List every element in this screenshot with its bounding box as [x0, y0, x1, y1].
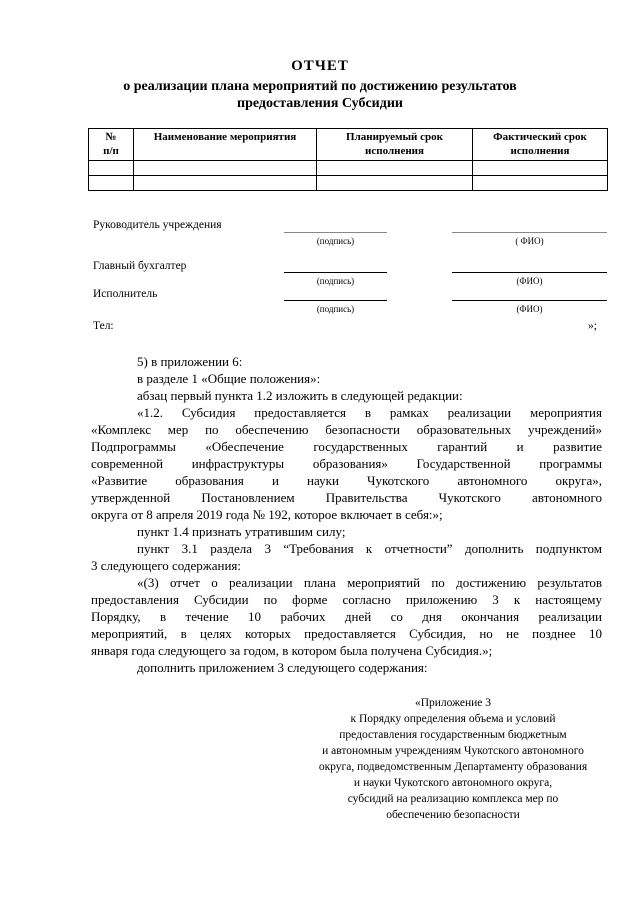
body-line: утвержденной Постановлением Правительства Чукотского автономного: [91, 490, 602, 505]
body-line: Порядку, в течение 10 рабочих дней со дня окончания реализации: [91, 609, 602, 624]
appendix-line: «Приложение 3: [414, 697, 492, 709]
phone-line-end: »;: [588, 320, 597, 332]
head-signature-caption: (подпись): [316, 236, 355, 246]
body-line: «1.2. Субсидия предоставляется в рамках реализации мероприятия: [137, 405, 602, 420]
appendix-line: и науки Чукотского автономного округа,: [353, 777, 553, 789]
head-name-line: [452, 232, 607, 233]
executor-signature-line: [284, 300, 387, 301]
header-actual-line1: Фактический срок: [493, 131, 587, 143]
body-line: 3 следующего содержания:: [91, 558, 242, 573]
head-name-caption: ( ФИО): [515, 236, 544, 246]
report-subtitle-line-1: о реализации плана мероприятий по достижению результатов: [123, 79, 517, 94]
table-cell: [89, 176, 134, 191]
table-cell: [134, 176, 317, 191]
appendix-line: и автономным учреждениям Чукотского автономного: [322, 745, 584, 757]
table-cell: [89, 161, 134, 176]
head-of-institution-label: Руководитель учреждения: [93, 219, 222, 231]
header-actual-line2: исполнения: [510, 145, 570, 157]
accountant-signature-caption: (подпись): [316, 276, 355, 286]
appendix-header: [300, 695, 606, 823]
phone-label: Тел:: [93, 320, 114, 332]
header-planned-line1: Планируемый срок: [346, 131, 443, 143]
body-line: Подпрограммы «Обеспечение государственных гарантий и развитие: [91, 439, 602, 454]
body-line: января года следующего за годом, в котором была получена Субсидия.»;: [91, 643, 493, 658]
accountant-name-caption: (ФИО): [516, 276, 543, 286]
report-title: ОТЧЕТ: [291, 58, 349, 74]
body-line: в разделе 1 «Общие положения»:: [137, 371, 321, 386]
body-line: дополнить приложением 3 следующего содержания:: [137, 660, 428, 675]
appendix-line: к Порядку определения объема и условий: [350, 713, 556, 725]
body-line: «Развитие образования и науки Чукотского автономного округа»,: [91, 473, 602, 488]
body-line: современной инфраструктуры образования» Государственной программы: [91, 456, 602, 471]
table-cell: [317, 176, 473, 191]
body-line: 5) в приложении 6:: [137, 354, 243, 369]
body-line: округа от 8 апреля 2019 года № 192, которое включает в себя:»;: [91, 507, 443, 522]
table-cell: [134, 161, 317, 176]
body-line: пункт 3.1 раздела 3 “Требования к отчетности” дополнить подпунктом: [137, 541, 602, 556]
accountant-signature-line: [284, 272, 387, 273]
report-table: [88, 128, 608, 191]
header-number-line1: №: [105, 131, 117, 143]
report-subtitle-line-2: предоставления Субсидии: [237, 96, 403, 111]
table-row: [89, 161, 608, 176]
body-line: «(3) отчет о реализации плана мероприятий по достижению результатов: [137, 575, 602, 590]
header-number-line2: п/п: [103, 145, 119, 157]
header-actual-date: [473, 129, 608, 161]
header-planned-line2: исполнения: [365, 145, 424, 157]
body-line: мероприятий, в целях которых предоставляется Субсидия, но не позднее 10: [91, 626, 602, 641]
appendix-line: субсидий на реализацию комплекса мер по: [347, 793, 559, 805]
executor-label: Исполнитель: [93, 288, 158, 300]
header-planned-date: [317, 129, 473, 161]
appendix-line: обеспечению безопасности: [386, 809, 520, 821]
table-header-row: [89, 129, 608, 161]
head-signature-line: [284, 232, 387, 233]
body-line: «Комплекс мер по обеспечению безопасности образовательных учреждений»: [91, 422, 602, 437]
chief-accountant-label: Главный бухгалтер: [93, 260, 187, 272]
table-cell: [473, 161, 608, 176]
accountant-name-line: [452, 272, 607, 273]
header-event-name-line1: Наименование мероприятия: [153, 131, 297, 143]
header-number: [89, 129, 134, 161]
body-line: пункт 1.4 признать утратившим силу;: [137, 524, 346, 539]
executor-name-line: [452, 300, 607, 301]
table-row: [89, 176, 608, 191]
appendix-line: предоставления государственным бюджетным: [339, 729, 567, 741]
header-event-name: [134, 129, 317, 161]
executor-name-caption: (ФИО): [516, 304, 543, 314]
table-cell: [317, 161, 473, 176]
executor-signature-caption: (подпись): [316, 304, 355, 314]
table-cell: [473, 176, 608, 191]
body-line: предоставления Субсидии по форме согласно приложению 3 к настоящему: [91, 592, 602, 607]
body-line: абзац первый пункта 1.2 изложить в следующей редакции:: [137, 388, 463, 403]
appendix-line: округа, подведомственным Департаменту образования: [318, 761, 588, 773]
